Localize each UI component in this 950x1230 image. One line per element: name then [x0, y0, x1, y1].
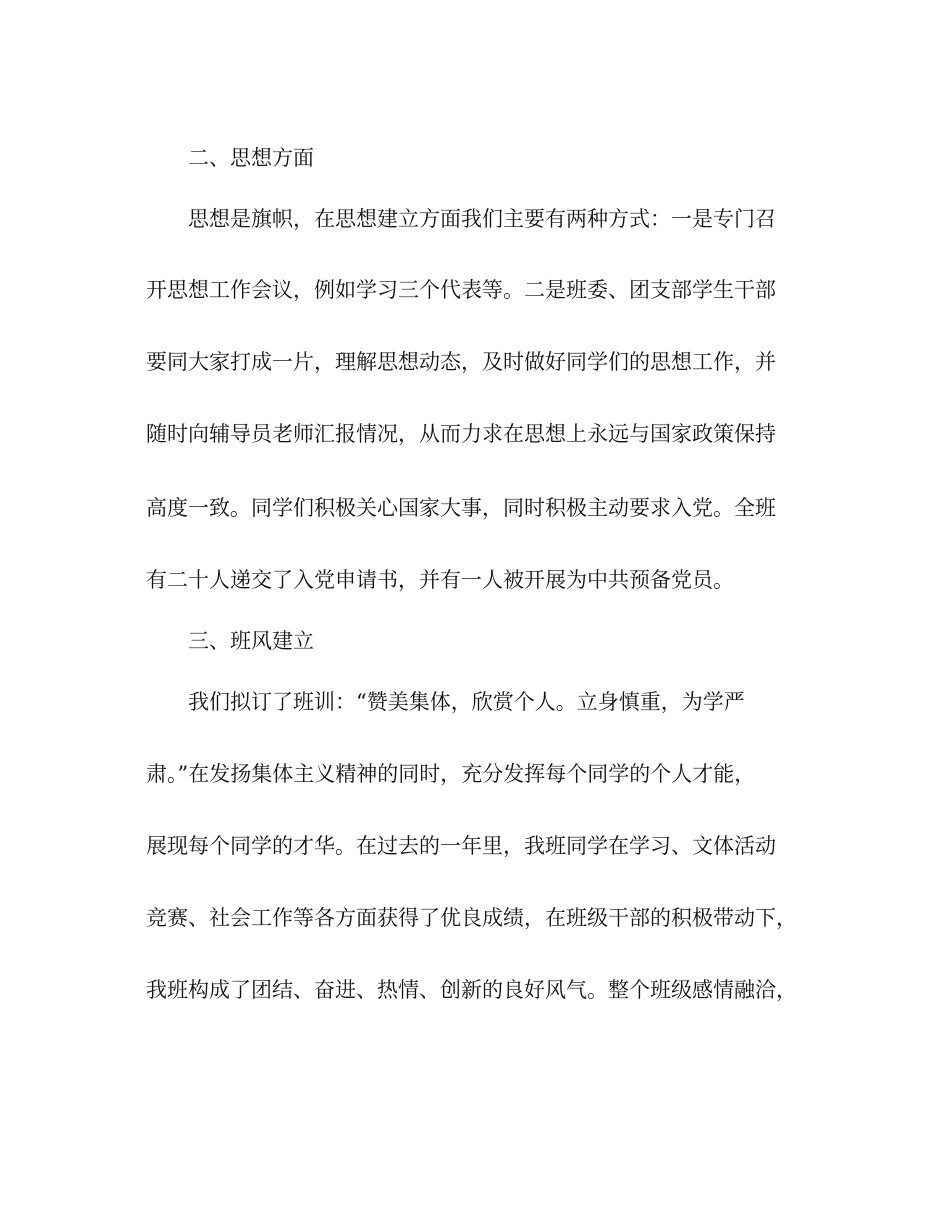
- paragraph-line: 有二十人递交了入党申请书，并有一人被开展为中共预备党员。: [146, 568, 734, 592]
- paragraph-line: 我班构成了团结、奋进、热情、创新的良好风气。整个班级感情融洽，: [146, 978, 797, 1002]
- paragraph-line: 我们拟订了班训：“赞美集体，欣赏个人。立身慎重，为学严: [188, 690, 745, 714]
- paragraph-line: 思想是旗帜，在思想建立方面我们主要有两种方式：一是专门召: [188, 207, 776, 231]
- paragraph-line: 展现每个同学的才华。在过去的一年里，我班同学在学习、文体活动: [146, 834, 776, 858]
- paragraph-line: 肃。”在发扬集体主义精神的同时，充分发挥每个同学的个人才能，: [146, 762, 756, 786]
- paragraph-line: 高度一致。同学们积极关心国家大事，同时积极主动要求入党。全班: [146, 496, 776, 520]
- section-heading-class-spirit: 三、班风建立: [188, 629, 314, 653]
- paragraph-line: 竞赛、社会工作等各方面获得了优良成绩，在班级干部的积极带动下，: [146, 906, 797, 930]
- paragraph-line: 开思想工作会议，例如学习三个代表等。二是班委、团支部学生干部: [146, 278, 776, 302]
- paragraph-line: 要同大家打成一片，理解思想动态，及时做好同学们的思想工作，并: [146, 350, 776, 374]
- section-heading-thought: 二、思想方面: [188, 146, 314, 170]
- paragraph-line: 随时向辅导员老师汇报情况，从而力求在思想上永远与国家政策保持: [146, 422, 776, 446]
